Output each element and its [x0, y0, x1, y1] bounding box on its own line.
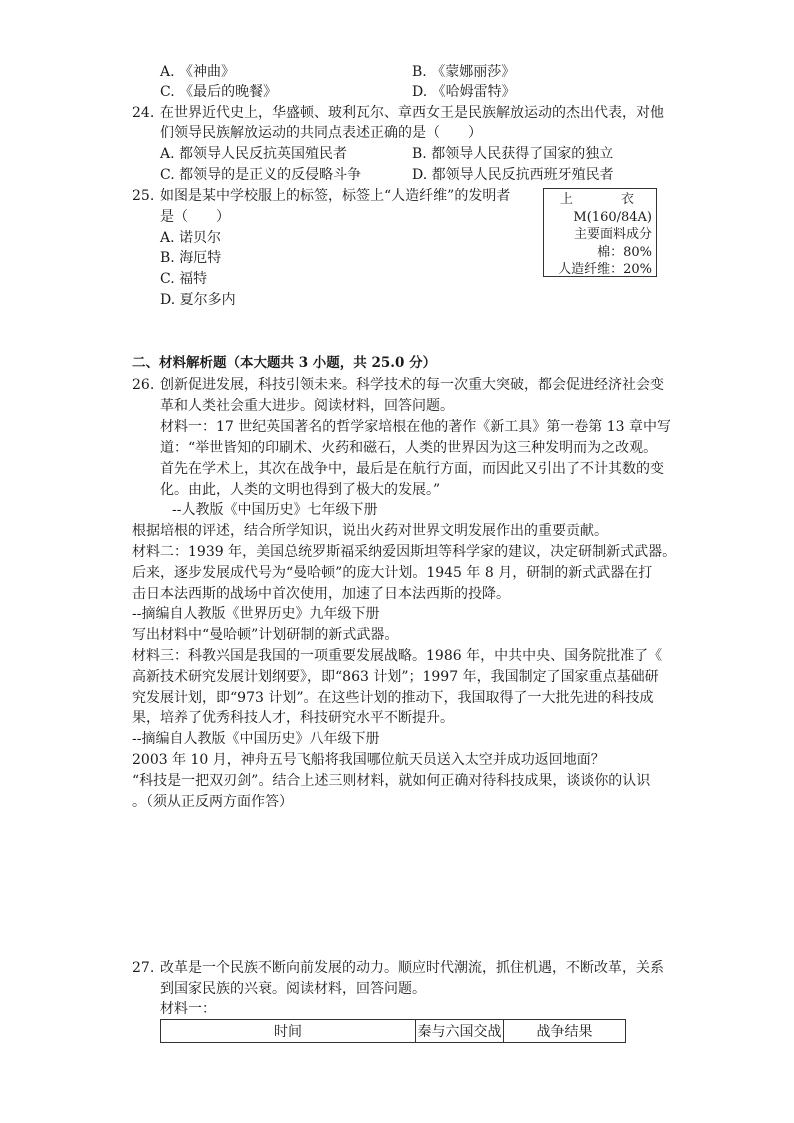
q23-option-a: A. 《神曲》 — [160, 64, 236, 80]
q24-option-c: C. 都领导的是正义的反侵略斗争 — [160, 167, 362, 183]
q23-option-d: D. 《哈姆雷特》 — [412, 84, 516, 100]
q26-body-line: 。（须从正反两方面作答） — [132, 794, 293, 810]
q27-stem-line2: 到国家民族的兴衰。阅读材料，回答问题。 — [160, 981, 426, 997]
q26-line: 道：“举世皆知的印刷术、火药和磁石，人类的世界因为这三种发明而为之改观。 — [160, 440, 658, 456]
q25-stem-line2: 是（ ） — [160, 209, 230, 225]
section-heading: 二、材料解析题（本大题共 3 小题，共 25.0 分） — [132, 355, 437, 371]
q26-body-line: 根据培根的评述，结合所学知识，说出火药对世界文明发展作出的重要贡献。 — [132, 523, 608, 539]
q27-material-label: 材料一： — [160, 1001, 216, 1017]
q26-body-line: 后来，逐步发展成代号为“曼哈顿”的庞大计划。1945 年 8 月，研制的新式武器在打 — [132, 565, 653, 581]
q24-option-a: A. 都领导人民反抗英国殖民者 — [160, 146, 348, 162]
q26-body-line: “科技是一把双刃剑”。结合上述三则材料，就如何正确对待科技成果，谈谈你的认识 — [132, 773, 651, 789]
q26-body-line: 材料二：1939 年，美国总统罗斯福采纳爱因斯坦等科学家的建议，决定研制新式武器。 — [132, 544, 677, 560]
q25-option-a: A. 诺贝尔 — [160, 230, 222, 246]
q26-body-line: 2003 年 10 月，神舟五号飞船将我国哪位航天员送入太空并成功返回地面？ — [132, 752, 605, 768]
table-header-time: 时间 — [161, 1020, 416, 1042]
q24-stem-line2: 们领导民族解放运动的共同点表述正确的是（ ） — [160, 125, 482, 141]
q25-stem-line1: 如图是某中学校服上的标签，标签上“人造纤维”的发明者 — [160, 188, 511, 204]
table-header-war: 秦与六国交战 — [416, 1020, 504, 1042]
q26-line: 材料一：17 世纪英国著名的哲学家培根在他的著作《新工具》第一卷第 13 章中写 — [160, 419, 671, 435]
label-cotton: 棉：80% — [597, 244, 652, 260]
q24-option-b: B. 都领导人民获得了国家的独立 — [412, 146, 614, 162]
q26-number: 26. — [132, 377, 155, 393]
q25-option-c: C. 福特 — [160, 271, 208, 287]
q27-number: 27. — [132, 960, 155, 976]
table-header-result: 战争结果 — [536, 1024, 593, 1040]
label-title-left: 上 — [560, 192, 574, 207]
label-fabric-header: 主要面料成分 — [573, 227, 652, 242]
q26-body-line: --摘编自人教版《中国历史》八年级下册 — [132, 731, 380, 747]
label-synthetic: 人造纤维：20% — [558, 262, 652, 277]
label-size: M(160/84A) — [573, 209, 652, 225]
q26-body-line: 高新技术研究发展计划纲要》，即“863 计划”；1997 年，我国制定了国家重点基础研 — [132, 669, 659, 685]
q26-line: 首先在学术上，其次在战争中，最后是在航行方面，而因此又引出了不计其数的变 — [160, 461, 664, 477]
q25-option-d: D. 夏尔多内 — [160, 292, 236, 308]
q26-body-line: 材料三：科教兴国是我国的一项重要发展战略。1986 年，中共中央、国务院批准了《 — [132, 648, 663, 664]
garment-label-figure — [543, 188, 657, 277]
q26-line: 革和人类社会重大进步。阅读材料，回答问题。 — [160, 398, 454, 414]
q26-body-line: 击日本法西斯的战场中首次使用，加速了日本法西斯的投降。 — [132, 586, 510, 602]
q26-line: 创新促进发展，科技引领未来。科学技术的每一次重大突破，都会促进经济社会变 — [160, 377, 664, 393]
q26-source: --人教版《中国历史》七年级下册 — [172, 502, 378, 518]
q26-body-line: 写出材料中“曼哈顿”计划研制的新式武器。 — [132, 627, 399, 643]
q24-stem-line1: 在世界近代史上，华盛顿、玻利瓦尔、章西女王是民族解放运动的杰出代表，对他 — [160, 105, 664, 121]
q25-option-b: B. 海厄特 — [160, 250, 222, 266]
q26-line: 化。由此，人类的文明也得到了极大的发展。” — [160, 482, 441, 498]
q26-body-line: 究发展计划，即“973 计划”。在这些计划的推动下，我国取得了一大批先进的科技成 — [132, 690, 654, 706]
q26-body-line: --摘编自人教版《世界历史》九年级下册 — [132, 606, 380, 622]
label-title-right: 衣 — [620, 192, 634, 207]
q26-body-line: 果，培养了优秀科技人才，科技研究水平不断提升。 — [132, 710, 454, 726]
q23-option-b: B. 《蒙娜丽莎》 — [412, 64, 516, 80]
q24-number: 24. — [132, 105, 155, 121]
q27-stem-line1: 改革是一个民族不断向前发展的动力。顺应时代潮流，抓住机遇，不断改革，关系 — [160, 960, 664, 976]
q24-option-d: D. 都领导人民反抗西班牙殖民者 — [412, 167, 614, 183]
q27-table-header — [160, 1019, 626, 1043]
q25-number: 25. — [132, 188, 155, 204]
q23-option-c: C. 《最后的晚餐》 — [160, 84, 278, 100]
